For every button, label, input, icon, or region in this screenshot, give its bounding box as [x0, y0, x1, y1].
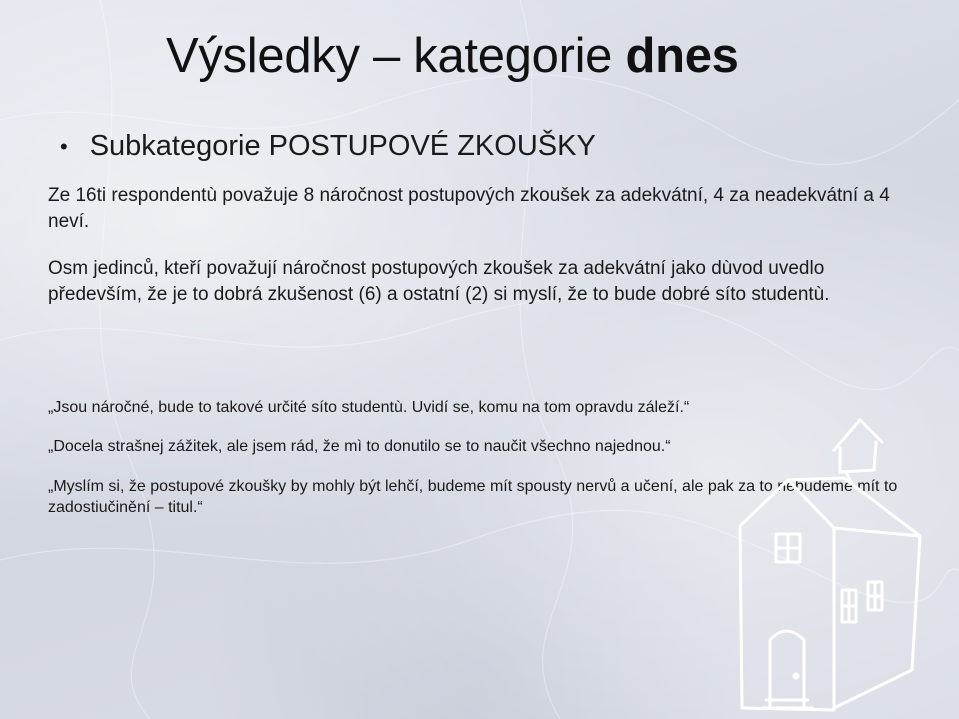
- subcategory-bullet: [60, 130, 596, 163]
- quote-1: „Jsou náročné, bude to takové určité síto studentù. Uvidí se, komu na tom opravdu záleží.“: [48, 399, 690, 416]
- paragraph-results: Ze 16ti respondentù považuje 8 náročnost postupových zkoušek za adekvátní, 4 za neadekvátní a 4 neví.: [48, 185, 890, 232]
- house-sketch-icon: [722, 408, 937, 713]
- bullet-dot-icon: •: [60, 133, 68, 159]
- slide-title-bold: dnes: [625, 29, 739, 83]
- slide-title: [166, 28, 739, 84]
- quote-3: „Myslím si, že postupové zkoušky by mohly být lehčí, budeme mít spousty nervů a učení, ale pak za to nebudeme mít to zadostiučinění – titul.“: [48, 478, 898, 516]
- subcategory-label: Subkategorie POSTUPOVÉ ZKOUŠKY: [89, 130, 596, 162]
- quote-2: „Docela strašnej zážitek, ale jsem rád, že mì to donutilo se to naučit všechno najednou.“: [48, 438, 671, 455]
- paragraph-reasons: Osm jedinců, kteří považují náročnost postupových zkoušek za adekvátní jako dùvod uvedlo především, že je to dobrá zkušenost (6) a ostatní (2) si myslí, že to bude dobré síto studentù.: [48, 258, 830, 305]
- slide-title-main: Výsledky – kategorie: [166, 29, 613, 83]
